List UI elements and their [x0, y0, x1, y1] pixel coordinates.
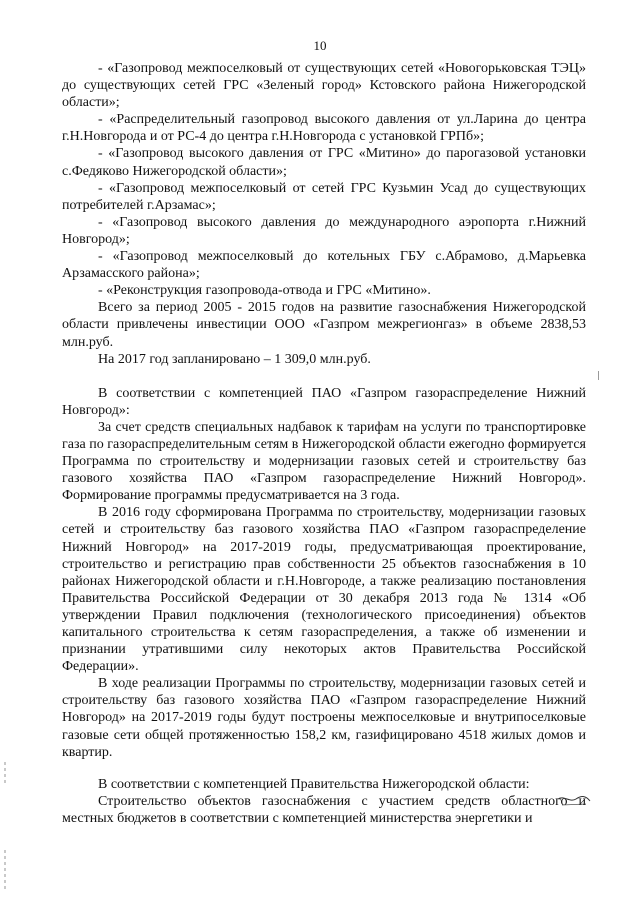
handwritten-underline-mark — [556, 793, 592, 807]
paragraph-program-2016: В 2016 году сформирована Программа по строительству, модернизации газовых сетей и строительству баз газового хозяйства ПАО «Газпром газораспределение Нижний Новгород» на 2017-2019 годы, предусматривающая проектирование, строительство и регистрацию прав собственности 25 объектов газоснабжения в 10 районах Нижегородской области и г.Н.Новгороде, а также реализацию постановления Правительства Российской Федерации от 30 декабря 2013 года № 1314 «Об утверждении Правил подключения (технологического присоединения) объектов капитального строительства к сетям газораспределения, а также об изменении и признании утратившими силу некоторых актов Правительства Российской Федерации». — [62, 505, 586, 675]
list-item-pipeline-kuzmin-usad: - «Газопровод межпоселковый от сетей ГРС Кузьмин Усад до существующих потребителей г.Арзамас»; — [62, 180, 586, 213]
list-item-reconstruction-mitino: - «Реконструкция газопровода-отвода и ГРС «Митино». — [98, 283, 431, 299]
scan-margin-mark — [4, 762, 6, 786]
list-item-pipeline-larina: - «Распределительный газопровод высокого давления от ул.Ларина до центра г.Н.Новгорода и от РС-4 до центра г.Н.Новгорода с установкой ГРПб»; — [62, 112, 586, 145]
page-number: 10 — [313, 38, 327, 53]
list-item-pipeline-abramovo: - «Газопровод межпоселковый до котельных ГБУ с.Абрамово, д.Марьевка Арзамасского района»; — [62, 249, 586, 282]
paragraph-investments-total: Всего за период 2005 - 2015 годов на развитие газоснабжения Нижегородской области привлечены инвестиции ООО «Газпром межрегионгаз» в объеме 2838,53 млн.руб. — [62, 300, 586, 350]
list-item-pipeline-airport: - «Газопровод высокого давления до международного аэропорта г.Нижний Новгород»; — [62, 214, 586, 247]
paragraph-regional-budget-construction: Строительство объектов газоснабжения с участием средств областного и местных бюджетов в соответствии с компетенцией министерства энергетики и — [62, 793, 586, 826]
scan-tick-mark — [598, 371, 599, 380]
scan-margin-mark — [4, 850, 6, 890]
section-heading-government-competence: В соответствии с компетенцией Правительства Нижегородской области: — [98, 776, 530, 792]
list-item-pipeline-novogorkovskaya: - «Газопровод межпоселковый от существующих сетей «Новогорьковская ТЭЦ» до существующих сетей ГРС «Зеленый город» Кстовского района Нижегородской области»; — [62, 61, 586, 111]
section-heading-gazprom-competence: В соответствии с компетенцией ПАО «Газпром газораспределение Нижний Новгород»: — [62, 385, 586, 418]
paragraph-program-formation: За счет средств специальных надбавок к тарифам на услуги по транспортировке газа по газораспределительным сетям в Нижегородской области ежегодно формируется Программа по строительству и модернизации газовых сетей и строительству баз газового хозяйства ПАО «Газпром газораспределение Нижний Новгород». Формирование программы предусматривается на 3 года. — [62, 419, 586, 504]
list-item-pipeline-mitino-fedyakovo: - «Газопровод высокого давления от ГРС «Митино» до парогазовой установки с.Федяково Нижегородской области»; — [62, 146, 586, 179]
paragraph-plan-2017: На 2017 год запланировано – 1 309,0 млн.руб. — [98, 351, 371, 367]
paragraph-program-results: В ходе реализации Программы по строительству, модернизации газовых сетей и строительству баз газового хозяйства ПАО «Газпром газораспределение Нижний Новгород» на 2017-2019 годы будут построены межпоселковые и внутрипоселковые газовые сети общей протяженностью 158,2 км, газифицировано 4518 жилых домов и квартир. — [62, 676, 586, 760]
document-body — [62, 60, 586, 827]
